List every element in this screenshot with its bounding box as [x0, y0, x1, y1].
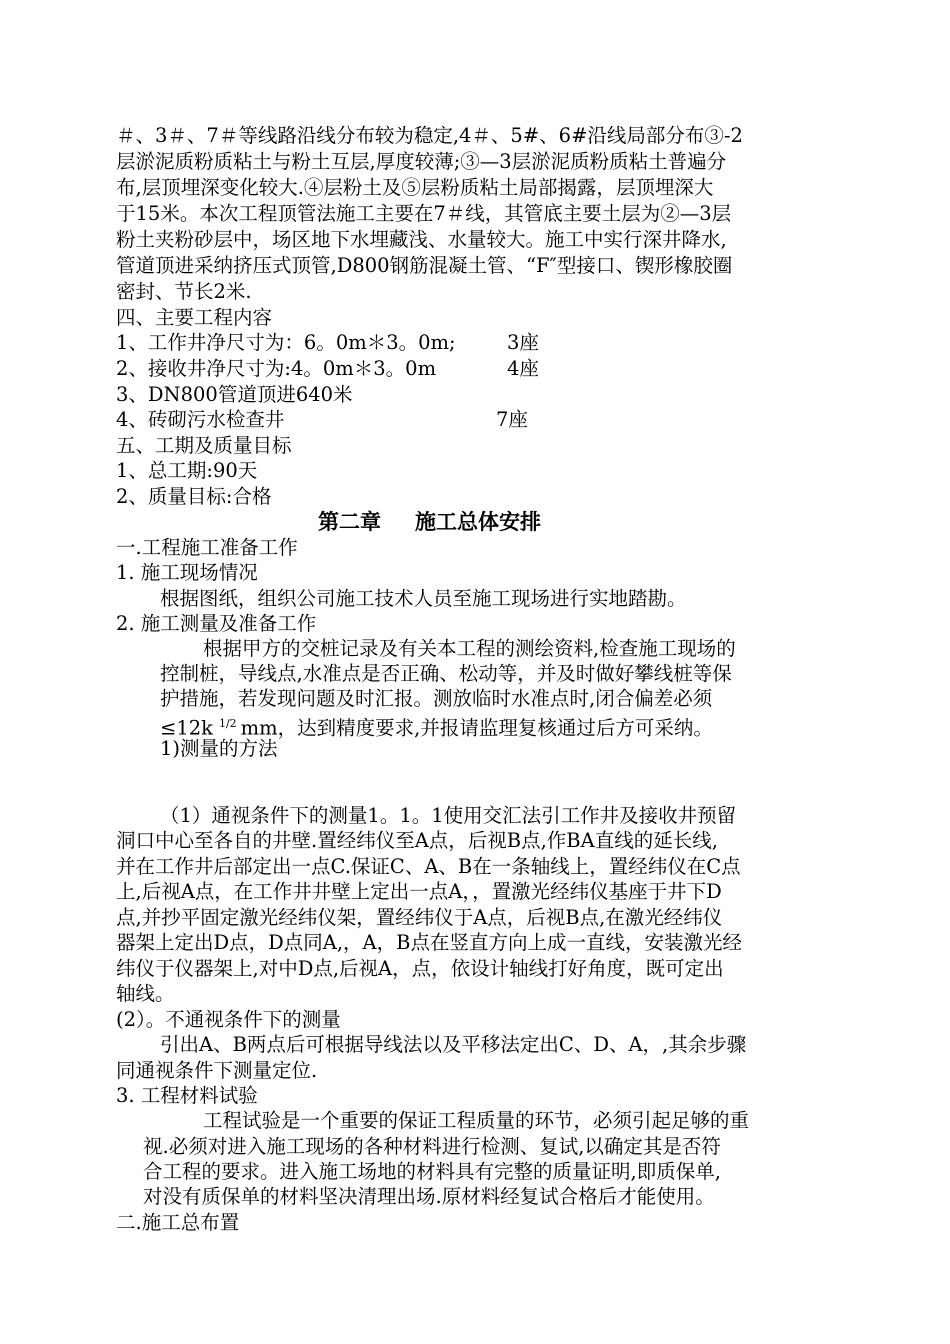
text-line: 于15米。本次工程顶管法施工主要在7＃线，其管底主要土层为②—3层 — [116, 202, 732, 225]
paragraph-line: 器架上定出D点，D点同A,，A，B点在竖直方向上成一直线，安装激光经 — [116, 931, 742, 954]
paragraph-line: 点,并抄平固定激光经纬仪架，置经纬仪于A点，后视B点,在激光经纬仪 — [116, 906, 723, 929]
paragraph-line: （1）通视条件下的测量1。1。1使用交汇法引工作井及接收井预留 — [160, 804, 737, 827]
tolerance-expression: ≤12k — [160, 716, 213, 740]
text-line: 管道顶进采纳挤压式顶管,D800钢筋混凝土管、“F″型接口、锲形橡胶圈 — [116, 254, 733, 277]
paragraph-line: 根据图纸，组织公司施工技术人员至施工现场进行实地踏勘。 — [160, 587, 687, 610]
count-value: 3座 — [507, 331, 539, 354]
list-item: 2、质量目标:合格 — [116, 485, 272, 508]
section-heading: 一.工程施工准备工作 — [116, 536, 298, 559]
paragraph-line: 并在工作井后部定出一点C.保证C、A、B在一条轴线上，置经纬仪在C点 — [116, 855, 741, 878]
paragraph-line: 对没有质保单的材料坚决清理出场.原材料经复试合格后才能使用。 — [143, 1185, 715, 1208]
tolerance-text: mm，达到精度要求,并报请监理复核通过后方可采纳。 — [240, 716, 713, 740]
subsection-heading: (2）。不通视条件下的测量 — [116, 1008, 341, 1031]
section-heading: 四、主要工程内容 — [116, 306, 273, 329]
list-item: 1、总工期:90天 — [116, 459, 258, 482]
paragraph-line: 控制桩，导线点,水准点是否正确、松动等，并及时做好攀线桩等保 — [160, 662, 732, 685]
count-value: 7座 — [496, 408, 528, 431]
paragraph-line: 轴线。 — [116, 982, 175, 1005]
paragraph-line: 工程试验是一个重要的保证工程质量的环节，必须引起足够的重 — [203, 1109, 750, 1132]
tolerance-exponent: 1/2 — [218, 717, 237, 730]
paragraph-line: 合工程的要求。进入施工场地的材料具有完整的质量证明,即质保单, — [143, 1160, 721, 1183]
text-line: ＃、3＃、7＃等线路沿线分布较为稳定,4＃、5#、6#沿线局部分布③-2 — [116, 124, 743, 147]
chapter-title — [318, 510, 541, 534]
subsection-heading: 1)测量的方法 — [160, 737, 278, 760]
list-item: 3、DN800管道顶进640米 — [116, 383, 353, 406]
text-line: 布,层顶埋深变化较大.④层粉土及⑤层粉质粘土局部揭露，层顶埋深大 — [116, 176, 714, 199]
section-heading: 二.施工总布置 — [116, 1211, 240, 1234]
text-line: 密封、节长2米. — [116, 280, 252, 303]
paragraph-line: 同通视条件下测量定位. — [116, 1059, 318, 1082]
text-line: 层淤泥质粉质粘土与粉土互层,厚度较薄;③—3层淤泥质粉质粘土普遍分 — [116, 150, 727, 173]
subsection-heading: 1. 施工现场情况 — [116, 561, 258, 584]
chapter-name: 施工总体安排 — [415, 509, 541, 534]
section-heading: 五、工期及质量目标 — [116, 434, 292, 457]
paragraph-line: 引出A、B两点后可根据导线法以及平移法定出C、D、A，,其余步骤 — [160, 1033, 747, 1056]
paragraph-line: 洞口中心至各自的井壁.置经纬仪至A点，后视B点,作BA直线的延长线, — [116, 829, 718, 852]
paragraph-line: 护措施，若发现问题及时汇报。测放临时水准点时,闭合偏差必须 — [160, 687, 713, 710]
count-value: 4座 — [507, 357, 539, 380]
list-item: 4、砖砌污水检查井 — [116, 408, 285, 431]
subsection-heading: 2. 施工测量及准备工作 — [116, 612, 317, 635]
subsection-heading: 3. 工程材料试验 — [116, 1084, 258, 1107]
list-item: 1、工作井净尺寸为：6。0m＊3。0m; — [116, 331, 456, 354]
text-line: 粉土夹粉砂层中，场区地下水埋藏浅、水量较大。施工中实行深井降水, — [116, 228, 727, 251]
chapter-label: 第二章 — [318, 509, 381, 534]
paragraph-line: 纬仪于仪器架上,对中D点,后视A，点，依设计轴线打好角度，既可定出 — [116, 957, 724, 980]
paragraph-line: 上,后视A点，在工作井井壁上定出一点A，，置激光经纬仪基座于井下D — [116, 880, 722, 903]
list-item: 2、接收井净尺寸为:4。0m＊3。0m — [116, 357, 437, 380]
paragraph-line: 根据甲方的交桩记录及有关本工程的测绘资料,检查施工现场的 — [203, 637, 736, 660]
paragraph-line: 视.必须对进入施工现场的各种材料进行检测、复试,以确定其是否符 — [143, 1135, 721, 1158]
